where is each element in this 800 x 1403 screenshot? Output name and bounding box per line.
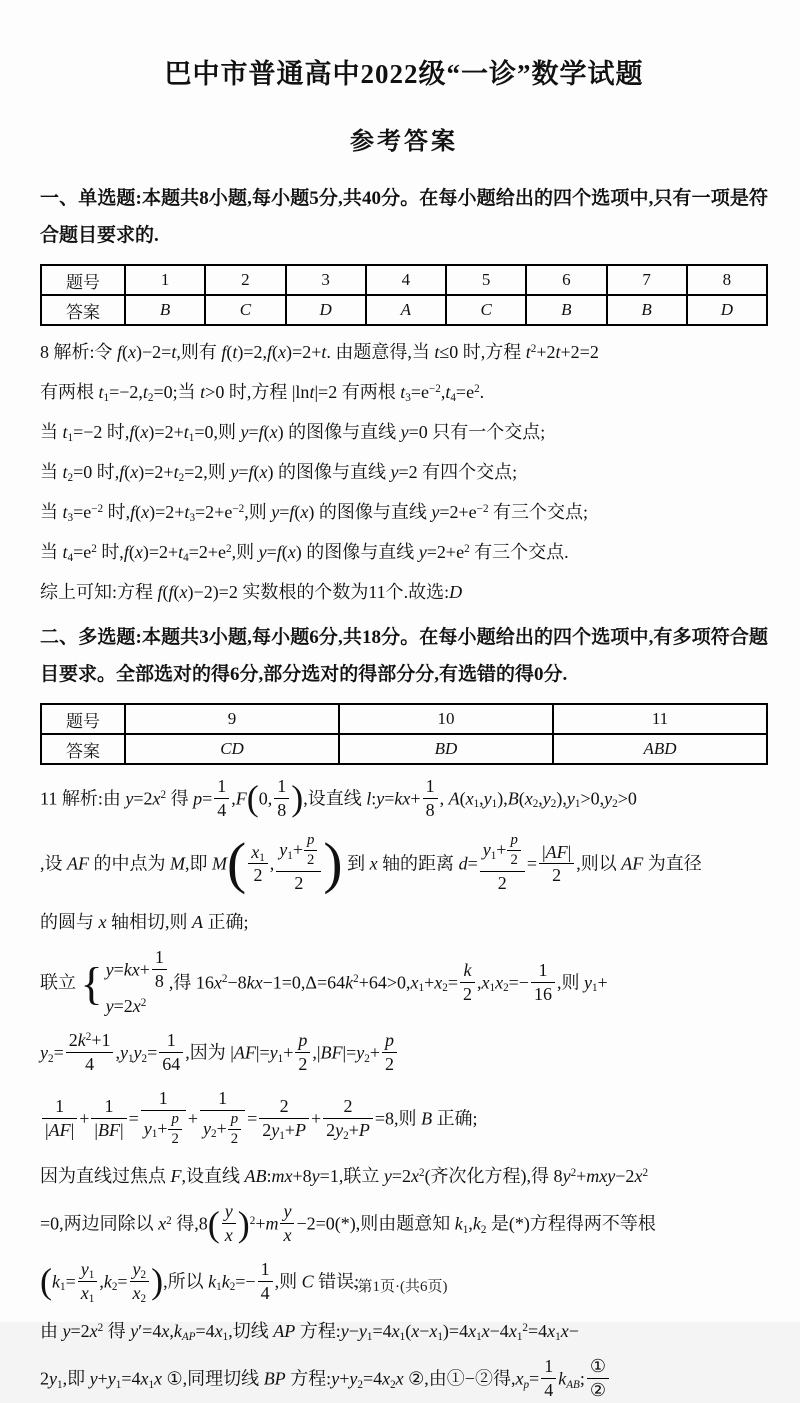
section1-heading: 一、单选题:本题共8小题,每小题5分,共40分。在每小题给出的四个选项中,只有一项是符合题目要求的. (40, 188, 768, 246)
question-number-row (41, 704, 767, 734)
answer-cell: ABD (553, 734, 767, 764)
answer-cell: B (526, 295, 606, 325)
row-label: 题号 (41, 265, 125, 295)
solution-line: 的圆与 x 轴相切,则 A 正确; (40, 912, 249, 932)
solution-line: 11 解析:由 $y=2x^2$ 得 p= $\frac{1}{4}$ ,F(0, $\frac{1}{8}$ ),设直线 l:y=kx+ $\frac{1}{8}$ , $A(x_1,y_1),B(x_2,y_2),y_1>0,y_2>0$ (40, 776, 637, 820)
multi-choice-answer-table (40, 703, 768, 765)
row-label: 答案 (41, 295, 125, 325)
question-number-row (41, 265, 767, 295)
solution-line: ,设 AF 的中点为 M,即 M( $\frac{x_1}{2}$ , $y_1+$ $\frac{p}{2}$ 2 ) 到 x 轴的距离 d= $y_1+$ $\frac{p}{2}$ 2 = $\frac{|AF|}{2}$ ,则以 AF 为直径 (40, 831, 702, 895)
solution-line: $2y_1$,即 $y+y_1=4x_1x$ ①,同理切线 BP 方程$:y+y_2=4x_2x$ ②,由①−②得$,x_p=$ $\frac{1}{4}$ $k_{AB}$; ① ② (40, 1358, 768, 1402)
single-choice-answer-table (40, 264, 768, 326)
row-label: 题号 (41, 704, 125, 734)
question-number-cell: 11 (553, 704, 767, 734)
section2-heading: 二、多选题:本题共3小题,每小题6分,共18分。在每小题给出的四个选项中,有多项符合题目要求。全部选对的得6分,部分选对的得部分分,有选错的得0分. (40, 627, 768, 685)
question-number-cell: 7 (607, 265, 687, 295)
question-number-cell: 3 (286, 265, 366, 295)
solution-line: 当 $t_3=e^{-2}$ 时$,f(x)=2+t_3=2+e^{-2}$,则 y=f(x) 的图像与直线 $y=2+e^{-2}$ 有三个交点; (40, 502, 589, 525)
answer-cell: CD (125, 734, 339, 764)
answer-cell: B (125, 295, 205, 325)
question-number-cell: 1 (125, 265, 205, 295)
solution-line: $\frac{1}{|AF|}$ + $\frac{1}{|BF|}$ = 1 $y_1+$ $\frac{p}{2}$ + 1 $y_2+$ $\frac{p}{2}$ = $\frac{2}{2y_1+P}$ + $\frac{2}{2y_2+P}$ =8,则 B 正确; (40, 1090, 768, 1151)
question-number-cell: 4 (366, 265, 446, 295)
solution-line: 8 解析:令 f(x)−2=t,则有 f(t)=2,f(x)=2+t. 由题意得,当 t≤0 时,方程 $t^2+2t+2=2$ (40, 342, 599, 362)
question-number-cell: 10 (339, 704, 553, 734)
solution-line: =0,两边同除以 $x^2$ 得,8( $\frac{y}{x}$ )$^2$+m $\frac{y}{x}$ −2=0(*),则由题意知 $k_1,k_2$ 是(*)方程得两不等根 (40, 1201, 656, 1246)
question-number-cell: 8 (687, 265, 767, 295)
question-number-cell: 5 (446, 265, 526, 295)
solution-line: 由 $y=2x^2$ 得 $y'=4x,k_{AP}=4x_1$,切线 AP 方程$:y-y_1=4x_1(x-x_1)=4x_1x-4x_1^2=4x_1x-$ (40, 1321, 579, 1344)
solution-line: 有两根 $t_1=-2,t_2=0$;当 t>0 时,方程 |lnt|=2 有两根 $t_3=e^{-2},t_4=e^2$. (40, 382, 485, 405)
answer-cell: C (205, 295, 285, 325)
solution-line: 联立 { y=kx+ $\frac{1}{8}$ $y=2x^2$ ,得 $16x^2-8kx-1=0,\Delta=64k^2+64>0,x_1+x_2=$ $\frac{k}{2}$ $,x_1x_2=-$ $\frac{1}{16}$ ,则 $y_1+$ (40, 947, 608, 1017)
page-subtitle: 参考答案 (350, 129, 458, 155)
solution-line: 因为直线过焦点 F,设直线 AB:mx+8y=1,联立 $y=2x^2$(齐次化方程),得 $8y^2+mxy-2x^2$ (40, 1166, 649, 1187)
q8-solution (40, 339, 768, 606)
solution-line: 当 $t_4=e^2$ 时$,f(x)=2+t_4=2+e^2$,则 y=f(x) 的图像与直线 $y=2+e^2$ 有三个交点. (40, 542, 569, 565)
answer-cell: D (687, 295, 767, 325)
solution-line: 综上可知:方程 f(f(x)−2)=2 实数根的个数为11个.故选:D (40, 582, 463, 602)
answer-cell: B (607, 295, 687, 325)
solution-line: 当 $t_1=-2$ 时$,f(x)=2+t_1=0$,则 y=f(x) 的图像与直线 y=0 只有一个交点; (40, 422, 546, 445)
question-number-cell: 9 (125, 704, 339, 734)
answer-cell: BD (339, 734, 553, 764)
answer-cell: D (286, 295, 366, 325)
q11-solution (40, 778, 768, 1403)
page-footer: ·第1页·(共6页) (352, 1279, 448, 1295)
answer-cell: C (446, 295, 526, 325)
solution-line: ($k_1=$ $\frac{y_1}{x_1}$ $,k_2=$ $\frac{y_2}{x_2}$ ),所以 $k_1k_2=-$ $\frac{1}{4}$ ,则 C 错误; (40, 1258, 360, 1305)
question-number-cell: 6 (526, 265, 606, 295)
row-label: 答案 (41, 734, 125, 764)
page-title: 巴中市普通高中2022级“一诊”数学试题 (164, 59, 644, 89)
answer-row (41, 734, 767, 764)
solution-line: $y_2=$ $\frac{2k^2+1}{4}$ $,y_1y_2=$ $\frac{1}{64}$ ,因为 $|AF|=y_1+$ $\frac{p}{2}$ $,|BF|=y_2+$ $\frac{p}{2}$ (40, 1032, 768, 1076)
solution-line: 当 $t_2=0$ 时$,f(x)=2+t_2=2$,则 y=f(x) 的图像与直线 y=2 有四个交点; (40, 462, 518, 485)
answer-cell: A (366, 295, 446, 325)
answer-row (41, 295, 767, 325)
question-number-cell: 2 (205, 265, 285, 295)
